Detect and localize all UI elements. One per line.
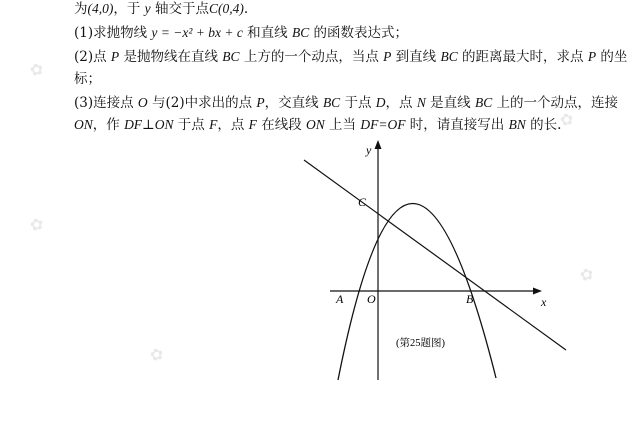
text: 和直线 (242, 25, 292, 41)
watermark: ✿ (28, 213, 46, 236)
line-bc (304, 160, 566, 350)
watermark: ✿ (558, 108, 576, 131)
text: 上的一个动点，连接 (492, 95, 619, 111)
text: 的长. (525, 117, 562, 133)
text: 到直线 (391, 49, 441, 65)
math: BN (508, 117, 526, 132)
text: ，点 (217, 117, 249, 133)
math: D (375, 95, 386, 110)
math: ON (74, 117, 93, 132)
label-o: O (367, 292, 376, 306)
text: 时，请直接写出 (405, 117, 509, 133)
text: 轴交于点 (150, 1, 209, 17)
text: (3)连接点 (74, 95, 138, 111)
math: F (248, 117, 257, 132)
math: N (416, 95, 426, 110)
math: BC (474, 95, 493, 110)
label-c: C (358, 195, 367, 209)
watermark: ✿ (28, 58, 46, 81)
text: 为 (74, 1, 88, 17)
label-b: B (466, 292, 474, 306)
problem-line-5 (74, 94, 618, 112)
math: DF=OF (360, 117, 406, 132)
watermark: ✿ (578, 263, 596, 286)
math: DF⊥ON (124, 117, 174, 132)
geometry-figure (300, 138, 580, 388)
text: . (243, 1, 249, 17)
math: C (208, 1, 218, 16)
text: 是直线 (425, 95, 475, 111)
text: 标； (74, 71, 101, 87)
text: 在线段 (256, 117, 306, 133)
text: 与(2)中求出的点 (147, 95, 257, 111)
label-a: A (336, 292, 344, 306)
math: BC (291, 25, 310, 40)
text: (1)求抛物线 (74, 25, 152, 41)
text: 上当 (324, 117, 361, 133)
math: (4,0) (87, 1, 114, 16)
problem-line-1 (74, 0, 248, 18)
math: ON (306, 117, 325, 132)
text: 于点 (173, 117, 210, 133)
text: ，点 (385, 95, 417, 111)
math: P (110, 49, 120, 64)
problem-line-6 (74, 116, 561, 134)
text: 于点 (340, 95, 376, 111)
text: (2)点 (74, 49, 111, 65)
text: 的坐 (596, 49, 628, 65)
equation: y = −x² + bx + c (151, 25, 243, 40)
text: ，交直线 (264, 95, 323, 111)
text: 的函数表达式； (309, 25, 409, 41)
text: ，于 (113, 1, 145, 17)
text: ，作 (92, 117, 125, 133)
text: 是抛物线在直线 (119, 49, 223, 65)
math: BC (322, 95, 341, 110)
problem-line-3 (74, 48, 627, 66)
text: 上方的一个动点，当点 (239, 49, 384, 65)
problem-line-2 (74, 24, 408, 42)
figure-caption: (第25题图) (396, 338, 445, 349)
problem-line-4 (74, 70, 101, 88)
text: 的距离最大时，求点 (457, 49, 588, 65)
y-axis-arrow-icon (375, 140, 382, 149)
watermark: ✿ (148, 343, 166, 366)
label-y: y (366, 143, 372, 157)
math: O (137, 95, 148, 110)
label-x: x (541, 295, 547, 309)
math: BC (440, 49, 458, 64)
math: F (209, 117, 218, 132)
math: (0,4) (217, 1, 244, 16)
math: BC (222, 49, 240, 64)
math: P (383, 49, 392, 64)
math: P (587, 49, 597, 64)
math: P (256, 95, 265, 110)
math: y (144, 1, 151, 16)
x-axis-arrow-icon (533, 288, 542, 295)
